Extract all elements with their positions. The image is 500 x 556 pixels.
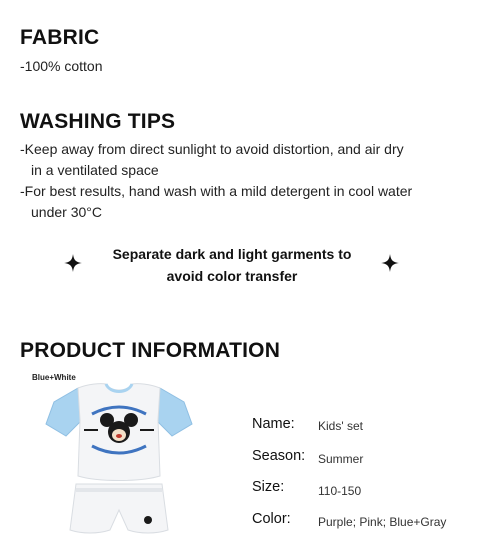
product-image-caption: Blue+White (32, 373, 76, 382)
product-image (44, 380, 194, 545)
sparkle-right-icon (381, 254, 399, 272)
info-label-season: Season: (252, 448, 306, 464)
info-value-size: 110-150 (318, 484, 362, 498)
sparkle-left-icon (64, 254, 82, 272)
info-label-color: Color: (252, 511, 291, 527)
info-value-season: Summer (318, 452, 364, 466)
washing-tips-heading: WASHING TIPS (20, 110, 176, 133)
info-label-size: Size: (252, 479, 285, 495)
washing-tip-2-line-2: under 30°C (31, 204, 102, 220)
info-value-name: Kids' set (318, 419, 363, 433)
info-label-name: Name: (252, 416, 295, 432)
washing-tip-2-line-1: -For best results, hand wash with a mild detergent in cool water (20, 183, 413, 199)
washing-tip-1-line-1: -Keep away from direct sunlight to avoid distortion, and air dry (20, 141, 404, 157)
fabric-text: -100% cotton (20, 58, 103, 74)
product-info-heading: PRODUCT INFORMATION (20, 339, 281, 362)
care-note (96, 243, 368, 287)
info-value-color: Purple; Pink; Blue+Gray (318, 515, 447, 529)
washing-tip-1-line-2: in a ventilated space (31, 162, 159, 178)
care-note-line-2: avoid color transfer (166, 268, 298, 284)
washing-tips-list (20, 139, 412, 223)
fabric-heading: FABRIC (20, 26, 100, 49)
care-note-line-1: Separate dark and light garments to (112, 246, 352, 262)
